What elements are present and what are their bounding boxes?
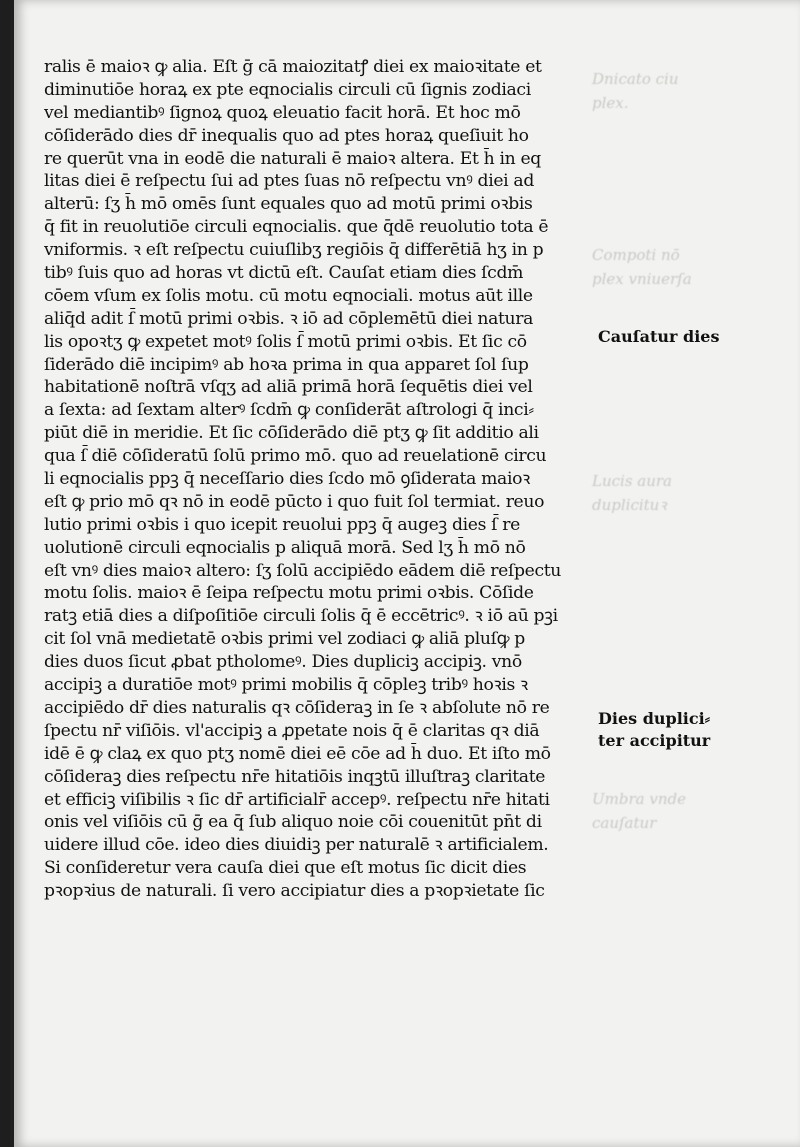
text-line: idē ē ꝙ claꝝ ex quo ptʒ nomē diei eē cōe ad h̄ duo. Et iſto mō [44,743,551,764]
show-through-line: Lucis aura [592,472,673,490]
show-through-line: plex vniuerſa [592,270,692,288]
text-line: uidere illud cōe. ideo dies diuidiꝫ per naturalē ꝛ artificialem. [44,835,549,856]
text-line: cōſiderādo dies dr̄ inequalis quo ad ptes horaꝝ queſiuit ho [44,125,529,146]
show-through-line: duplicituꝛ [592,496,667,514]
text-line: tibꝰ ſuis quo ad horas vt dictū eſt. Cauſat etiam dies ſcdm̄ [44,263,524,284]
binding-gutter [0,0,14,1147]
text-line: vel mediantibꝰ ſignoꝝ quoꝝ eleuatio facit horā. Et hoc mō [44,102,521,123]
text-line: Si conſideretur vera cauſa diei que eſt motus ſic dicit dies [44,858,527,879]
text-line: a ſexta: ad ſextam alterꝰ ſcdm̄ ꝙ conſiderāt aſtrologi q̄ inci⸗ [44,400,534,421]
text-line: li eqnocialis ppꝫ q̄ neceſſario dies ſcdo mō ꝯſiderata maioꝛ [44,469,530,490]
book-page [14,0,800,1147]
show-through-line: plex. [592,94,629,112]
text-line: alterū: ſʒ h̄ mō omēs ſunt equales quo ad motū primi oꝛbis [44,194,533,215]
margin-note-line: Cauſatur dies [598,327,720,346]
text-line: accipiꝫ a duratiōe motꝰ primi mobilis q̄ cōpleꝫ tribꝰ hoꝛis ꝛ [44,675,528,696]
text-line: onis vel viſiōis cū ḡ ea q̄ ſub aliquo noie cōi couenitūt pn̄t di [44,812,542,833]
text-line: vniformis. ꝛ eſt reſpectu cuiuſlibʒ regiōis q̄ differētiā hʒ in p [44,240,544,261]
text-line: piūt diē in meridie. Et ſic cōſiderādo diē ptʒ ꝙ ſit additio ali [44,423,539,444]
text-line: diminutiōe horaꝝ ex pte eqnocialis circuli cū ſignis zodiaci [44,79,531,100]
show-through-line: Compoti nō [592,246,680,264]
text-line: ralis ē maioꝛ ꝙ alia. Eſt ḡ cā maiozitatꝭ diei ex maioꝛitate et [44,57,542,77]
margin-note-dies-dupliciter [598,708,710,752]
text-line: cōſideraꝫ dies reſpectu nr̄e hitatiōis inqꝫtū illuſtraꝫ claritate [44,766,546,787]
text-line: dies duos ſicut ꝓbat ptholomeꝰ. Dies dupliciꝫ accipiꝫ. vnō [44,652,522,673]
text-line: et efficiꝫ viſibilis ꝛ ſic dr̄ artificialr̄ accepꝰ. reſpectu nr̄e hitati [44,789,550,810]
show-through-line: cauſatur [592,814,657,832]
margin-note-causatur [598,326,719,348]
text-line: litas diei ē reſpectu ſui ad ptes ſuas nō reſpectu vnꝰ diei ad [44,171,534,192]
text-line: lis opoꝛtʒ ꝙ expetet motꝰ ſolis ſ̄ motū primi oꝛbis. Et ſic cō [44,331,527,352]
show-through-line: Dnicato ciu [592,70,679,88]
show-through-line: Umbra vnde [592,790,686,808]
text-line: cōem vſum ex ſolis motu. cū motu eqnociali. motus aūt ille [44,285,533,306]
text-line: ſiderādo diē incipimꝰ ab hoꝛa prima in qua apparet ſol ſup [44,354,529,375]
main-text-block [44,56,616,903]
text-line: habitationē noſtrā vſqʒ ad aliā primā horā ſequētis diei vel [44,377,533,398]
text-line: q̄ fit in reuolutiōe circuli eqnocialis. que q̄dē reuolutio tota ē [44,217,549,238]
text-line: qua ſ̄ diē cōſideratū ſolū primo mō. quo ad reuelationē circu [44,446,547,467]
text-line: eſt ꝙ prio mō qꝛ nō in eodē pūcto i quo fuit ſol termiat. reuo [44,491,545,512]
text-line: accipiēdo dr̄ dies naturalis qꝛ cōſideraꝫ in ſe ꝛ abſolute nō re [44,697,550,718]
margin-note-line: Dies duplici⸗ [598,709,711,728]
text-line: pꝛopꝛius de naturali. ſi vero accipiatur dies a pꝛopꝛietate ſic [44,881,545,902]
text-line: ſpectu nr̄ viſiōis. vl'accipiꝫ a ꝓpetate nois q̄ ē claritas qꝛ diā [44,720,540,741]
text-line: ratꝫ etiā dies a diſpoſitiōe circuli ſolis q̄ ē eccētricꝰ. ꝛ iō aū pꝫi [44,606,558,627]
text-line: eſt vnꝰ dies maioꝛ altero: ſʒ ſolū accipiēdo eādem diē reſpectu [44,560,562,581]
margin-note-line: ter accipitur [598,731,711,750]
text-line: aliq̄d adit ſ̄ motū primi oꝛbis. ꝛ iō ad cōplemētū diei natura [44,308,534,329]
text-line: cit ſol vnā medietatē oꝛbis primi vel zodiaci ꝙ aliā pluſꝙ p [44,629,525,650]
text-line: re querūt vna in eodē die naturali ē maioꝛ altera. Et h̄ in eq [44,148,541,169]
text-line: uolutionē circuli eqnocialis p aliquā morā. Sed lʒ h̄ mō nō [44,537,526,558]
text-line: lutio primi oꝛbis i quo icepit reuolui ppꝫ q̄ augeꝫ dies ſ̄ re [44,514,520,535]
text-line: motu ſolis. maioꝛ ē ſeipa reſpectu motu primi oꝛbis. Cōſide [44,583,534,604]
